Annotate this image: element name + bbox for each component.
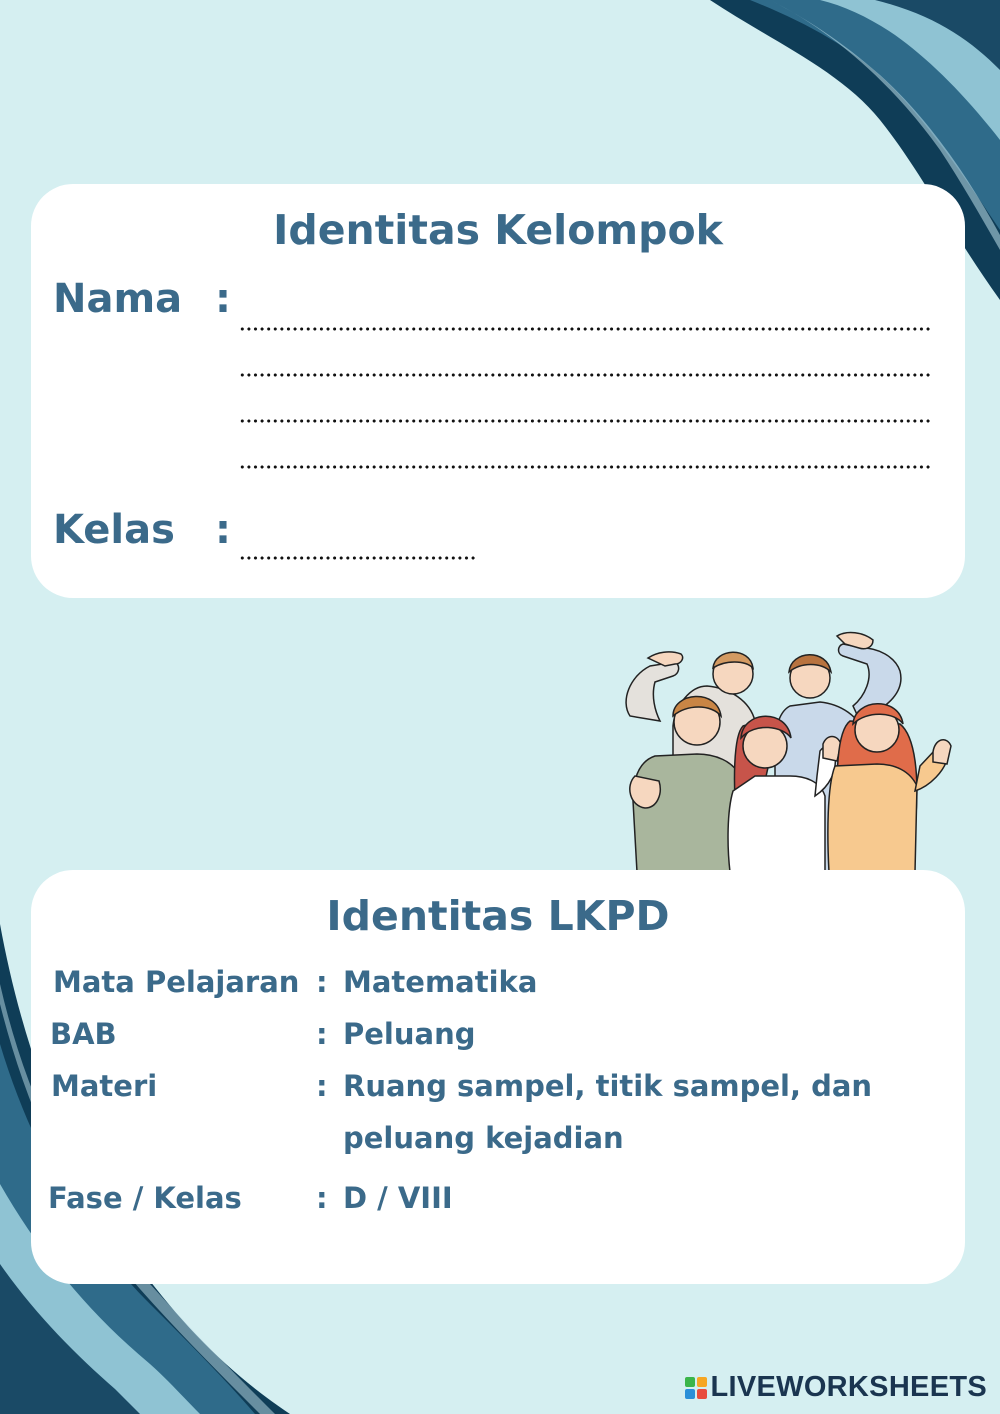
material-label: Materi	[51, 1069, 158, 1103]
name-line-2[interactable]	[239, 373, 931, 377]
phase-class-label: Fase / Kelas	[48, 1181, 242, 1215]
liveworksheets-logo-icon	[684, 1376, 708, 1400]
subject-value: Matematika	[343, 965, 538, 999]
class-colon: :	[215, 507, 231, 553]
subject-label: Mata Pelajaran	[53, 965, 300, 999]
group-card-title: Identitas Kelompok	[273, 206, 723, 254]
class-label: Kelas	[53, 507, 175, 553]
lkpd-identity-card	[31, 870, 965, 1284]
group-identity-card	[31, 184, 965, 598]
material-colon: :	[316, 1069, 328, 1103]
material-value: Ruang sampel, titik sampel, dan peluang kejadian	[343, 1069, 873, 1155]
chapter-colon: :	[316, 1017, 328, 1051]
phase-class-colon: :	[316, 1181, 328, 1215]
name-line-3[interactable]	[239, 419, 931, 423]
people-illustration	[615, 626, 955, 872]
lkpd-card-title: Identitas LKPD	[326, 892, 670, 940]
name-line-4[interactable]	[239, 465, 931, 469]
name-line-1[interactable]	[239, 327, 931, 331]
brand-name: LIVEWORKSHEETS	[710, 1371, 987, 1403]
name-label: Nama	[53, 276, 183, 322]
chapter-label: BAB	[50, 1017, 117, 1051]
chapter-value: Peluang	[343, 1017, 476, 1051]
subject-colon: :	[316, 965, 328, 999]
phase-class-value: D / VIII	[343, 1181, 453, 1215]
name-colon: :	[215, 276, 231, 322]
class-line[interactable]	[239, 556, 477, 560]
liveworksheets-brand	[684, 1371, 988, 1404]
